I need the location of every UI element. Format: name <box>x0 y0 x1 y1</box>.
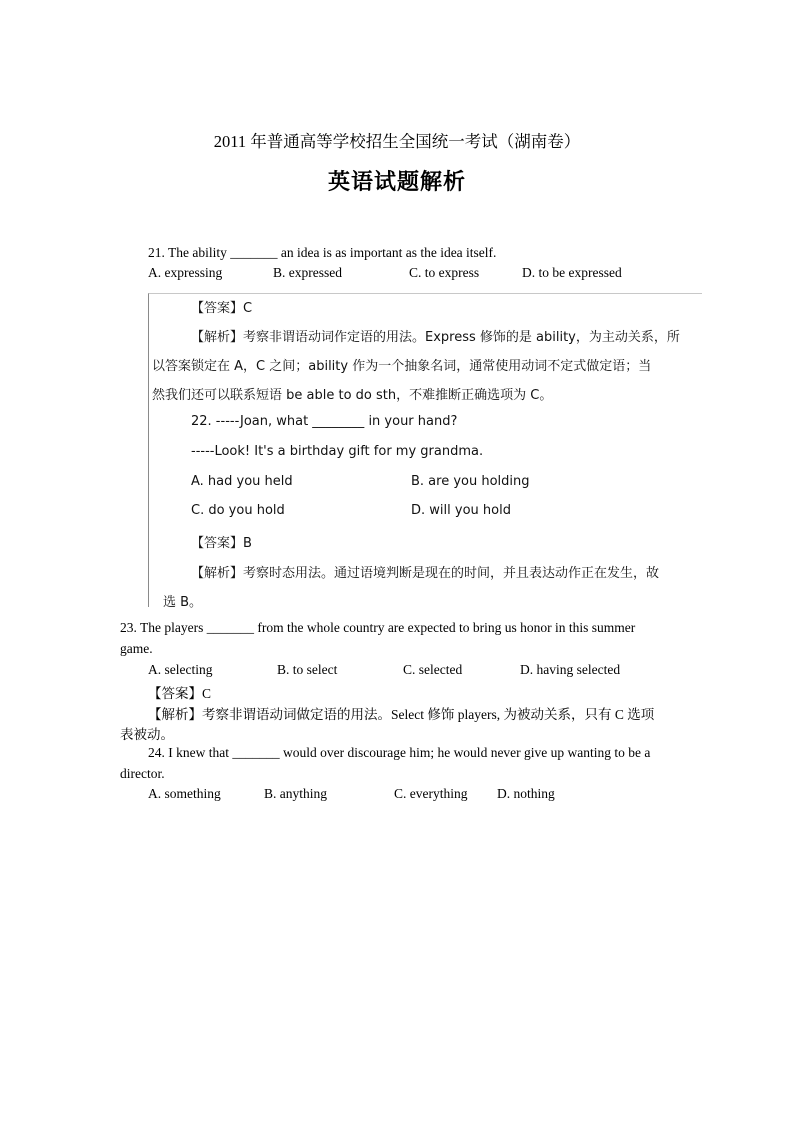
exam-title: 2011 年普通高等学校招生全国统一考试（湖南卷） <box>213 132 581 151</box>
question-23-stem-line-1: 23. The players _______ from the whole country are expected to bring us honor in this summer <box>120 620 636 635</box>
question-23-option-d: D. having selected <box>520 662 621 677</box>
question-23-option-a: A. selecting <box>148 662 213 677</box>
question-24-option-d: D. nothing <box>497 786 555 801</box>
question-22-option-d: D. will you hold <box>411 503 511 518</box>
question-21-stem: 21. The ability _______ an idea is as important as the idea itself. <box>148 245 497 260</box>
question-22-line-1: 22. -----Joan, what ________ in your hand? <box>191 414 458 429</box>
answer-23: 【答案】C <box>148 686 212 701</box>
question-23-stem-line-2: game. <box>120 641 153 656</box>
analysis-23-line-1: 【解析】考察非谓语动词做定语的用法。Select 修饰 players, 为被动关系，只有 C 选项 <box>148 707 655 722</box>
question-21-option-b: B. expressed <box>273 265 342 280</box>
question-21-option-a: A. expressing <box>148 265 223 280</box>
question-24-option-b: B. anything <box>264 786 327 801</box>
analysis-23-line-2: 表被动。 <box>120 727 174 742</box>
question-23-option-b: B. to select <box>277 662 338 677</box>
question-24-option-c: C. everything <box>394 786 468 801</box>
question-24-option-a: A. something <box>148 786 221 801</box>
question-21-option-c: C. to express <box>409 265 480 280</box>
question-22-option-c: C. do you hold <box>191 503 285 518</box>
question-22-option-b: B. are you holding <box>411 474 530 489</box>
page-title: 英语试题解析 <box>327 169 466 194</box>
question-24-stem-line-1: 24. I knew that _______ would over discourage him; he would never give up wanting to be a <box>148 745 651 760</box>
question-22-line-2: -----Look! It's a birthday gift for my grandma. <box>191 444 484 459</box>
question-23-option-c: C. selected <box>403 662 463 677</box>
answer-22: 【答案】B <box>191 536 252 551</box>
analysis-22-line-2: 选 B。 <box>163 595 203 610</box>
analysis-22-line-1: 【解析】考察时态用法。通过语境判断是现在的时间，并且表达动作正在发生，故 <box>191 566 660 581</box>
question-22-option-a: A. had you held <box>191 474 293 489</box>
question-21-option-d: D. to be expressed <box>522 265 622 280</box>
question-24-stem-line-2: director. <box>120 766 165 781</box>
answer-21: 【答案】C <box>191 301 253 316</box>
analysis-21-line-3: 然我们还可以联系短语 be able to do sth，不难推断正确选项为 C。 <box>152 388 553 403</box>
analysis-21-line-1: 【解析】考察非谓语动词作定语的用法。Express 修饰的是 ability，为主动关系，所 <box>191 330 680 345</box>
embedded-screenshot <box>148 293 702 610</box>
analysis-21-line-2: 以答案锁定在 A，C 之间；ability 作为一个抽象名词，通常使用动词不定式做定语；当 <box>152 359 652 374</box>
